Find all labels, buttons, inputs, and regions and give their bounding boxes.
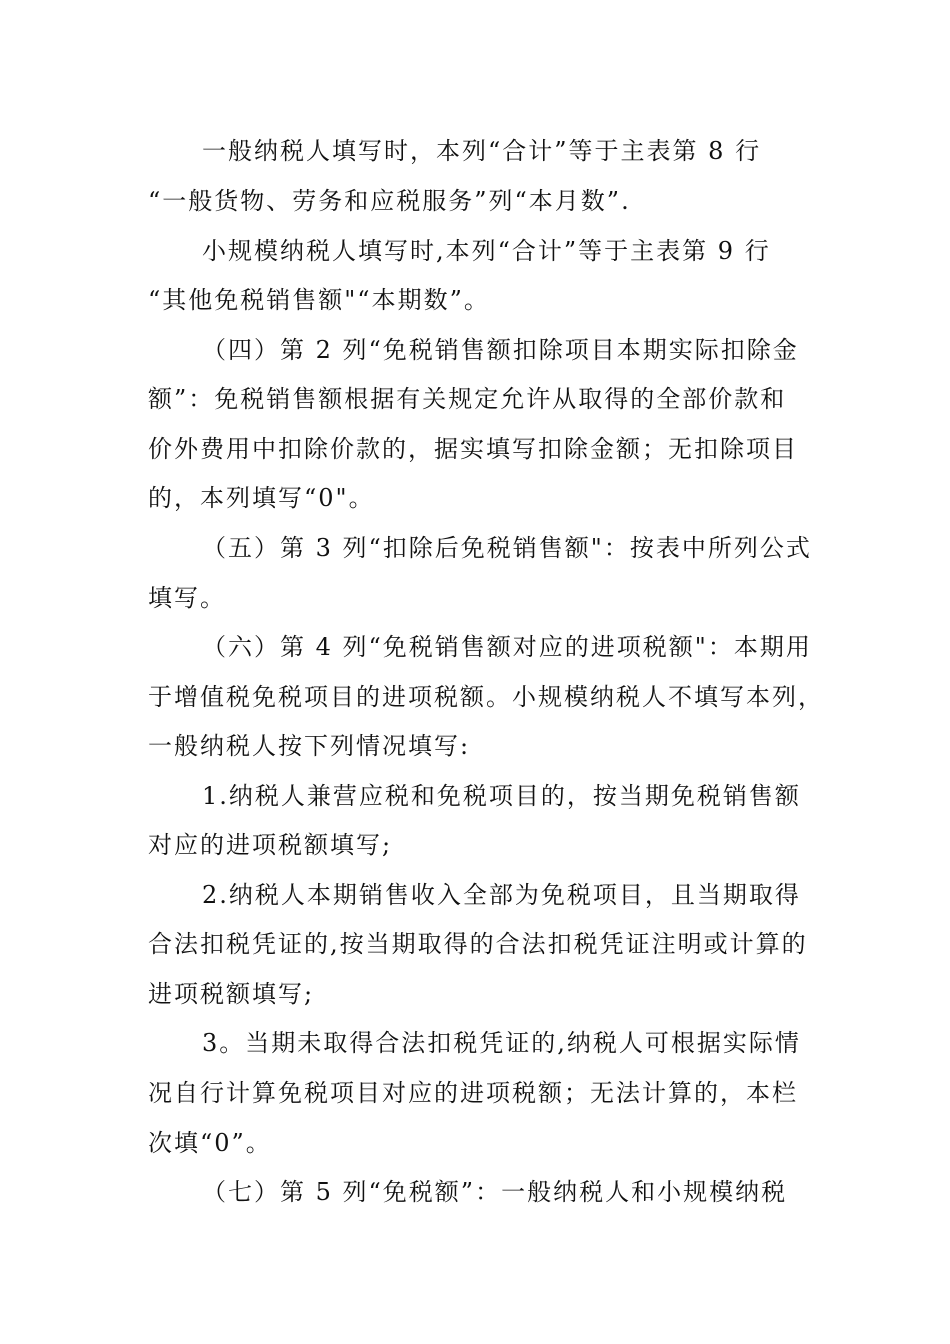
text-line: （五）第 3 列“扣除后免税销售额"：按表中所列公式 xyxy=(202,534,812,562)
text-line: （六）第 4 列“免税销售额对应的进项税额"：本期用 xyxy=(202,633,812,661)
text-line: 进项税额填写; xyxy=(148,980,315,1008)
text-line: 一般纳税人填写时，本列“合计”等于主表第 8 行 xyxy=(202,137,762,165)
text-line: “其他免税销售额"“本期数”。 xyxy=(148,286,490,314)
text-line: 况自行计算免税项目对应的进项税额；无法计算的，本栏 xyxy=(148,1079,798,1107)
text-line: （四）第 2 列“免税销售额扣除项目本期实际扣除金 xyxy=(202,336,799,364)
text-line: “一般货物、劳务和应税服务”列“本月数”. xyxy=(148,187,631,215)
text-line: 小规模纳税人填写时,本列“合计”等于主表第 9 行 xyxy=(202,237,771,265)
text-line: 一般纳税人按下列情况填写: xyxy=(148,732,471,760)
text-line: 次填“0”。 xyxy=(148,1129,272,1157)
text-line: 对应的进项税额填写; xyxy=(148,831,393,859)
text-line: 填写。 xyxy=(148,584,226,612)
text-line: 合法扣税凭证的,按当期取得的合法扣税凭证注明或计算的 xyxy=(148,930,808,958)
text-line: 2.纳税人本期销售收入全部为免税项目，且当期取得 xyxy=(202,881,801,909)
text-line: 的，本列填写“0"。 xyxy=(148,484,375,512)
text-line: 额”：免税销售额根据有关规定允许从取得的全部价款和 xyxy=(148,385,787,413)
text-line: （七）第 5 列“免税额”：一般纳税人和小规模纳税 xyxy=(202,1178,788,1206)
text-line: 价外费用中扣除价款的，据实填写扣除金额；无扣除项目 xyxy=(148,435,798,463)
text-line: 于增值税免税项目的进项税额。小规模纳税人不填写本列， xyxy=(148,683,824,711)
text-line: 1.纳税人兼营应税和免税项目的，按当期免税销售额 xyxy=(202,782,801,810)
text-line: 3。当期未取得合法扣税凭证的,纳税人可根据实际情 xyxy=(202,1029,801,1057)
